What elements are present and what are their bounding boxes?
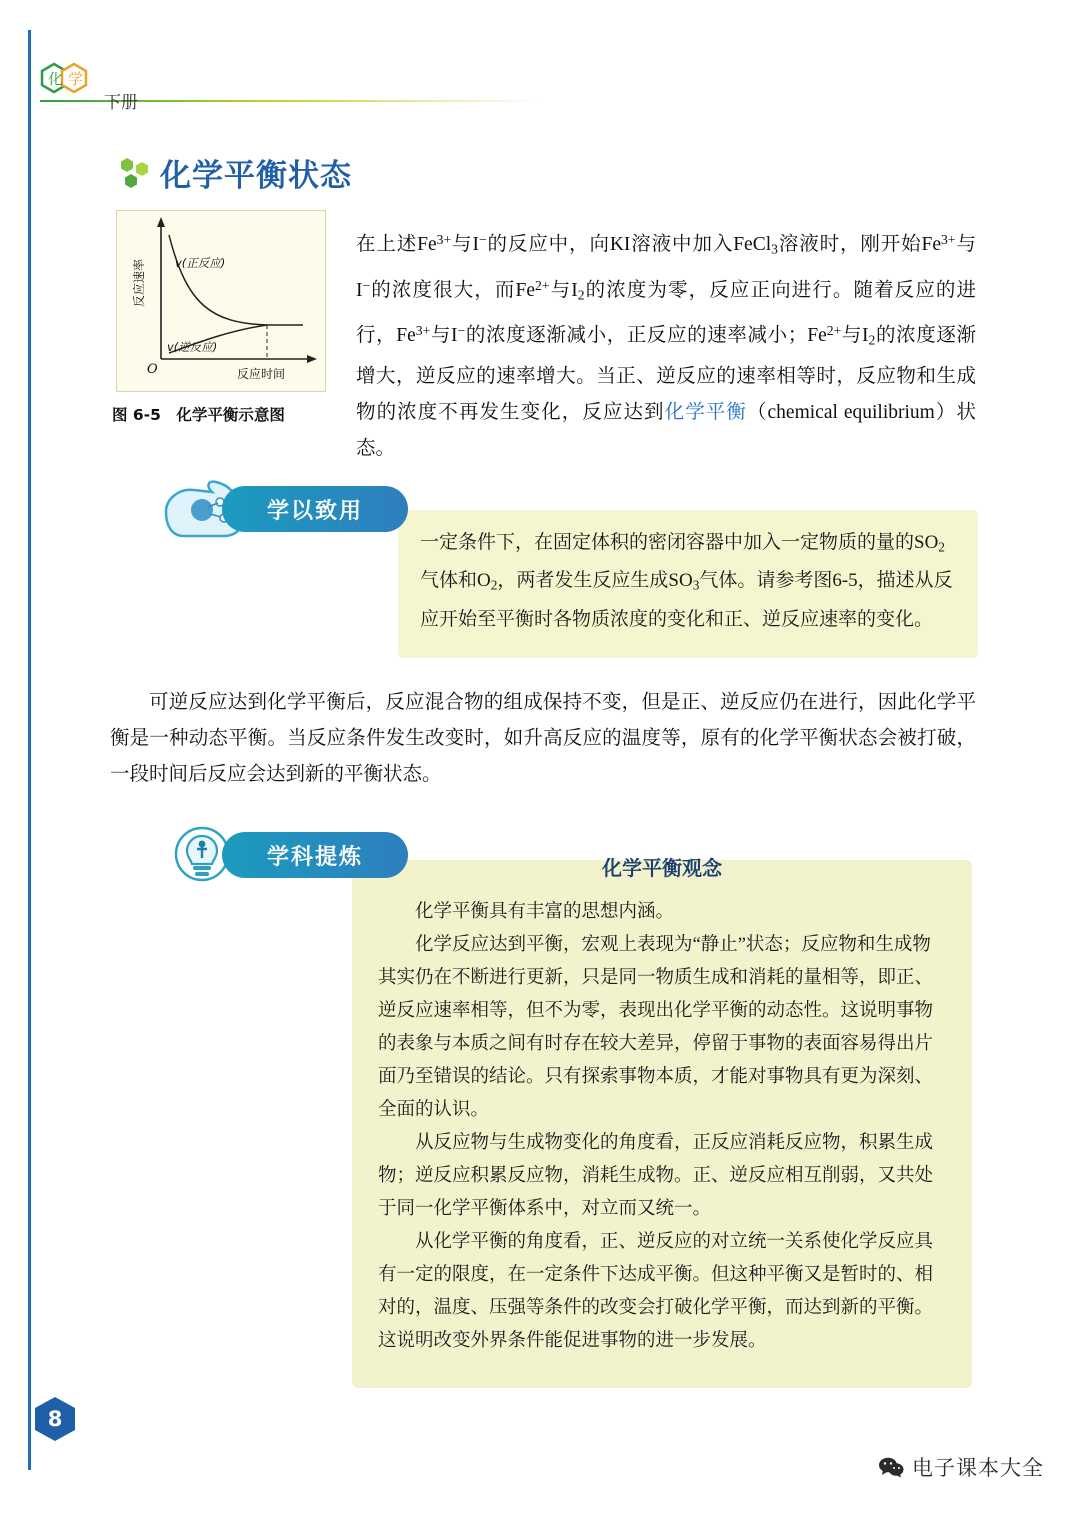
box2-paragraph: 从反应物与生成物变化的角度看，正反应消耗反应物，积累生成物；逆反应积累反应物，消耗生成物。正、逆反应相互削弱，又共处于同一化学平衡体系中，对立而又统一。 (378, 1133, 934, 1219)
left-margin-rule (28, 30, 31, 1470)
svg-text:O: O (147, 362, 158, 377)
svg-text:反应速率: 反应速率 (132, 258, 146, 307)
section-title-text: 化学平衡状态 (160, 158, 352, 194)
chemistry-hex-logo (40, 62, 100, 114)
discipline-refinement-text (378, 896, 946, 1358)
page-number-text: 8 (47, 1407, 63, 1431)
footer-watermark-text: 电子课本大全 (912, 1456, 1044, 1480)
discipline-refinement-title: 化学平衡观念 (602, 856, 722, 880)
apply-knowledge-label: 学以致用 (266, 498, 363, 524)
apply-knowledge-text: 一定条件下，在固定体积的密闭容器中加入一定物质的量的$SO_2$气体和$O_2$，两者发生反应生成$SO_3$气体。请参考图6-5，描述从反应开始至平衡时各物质浓度的变化和正、逆反应速率的变化。 (420, 532, 953, 630)
discipline-refinement-label: 学科提炼 (266, 844, 363, 870)
svg-text:学: 学 (68, 70, 84, 88)
svg-text:v(逆反应): v(逆反应) (167, 340, 218, 354)
header-volume-label: 下册 (104, 93, 138, 112)
svg-text:化: 化 (48, 70, 64, 88)
box2-paragraph: 从化学平衡的角度看，正、逆反应的对立统一关系使化学反应具有一定的限度，在一定条件下达成平衡。但这种平衡又是暂时的、相对的，温度、压强等条件的改变会打破化学平衡，而达到新的平衡。这说明改变外界条件能促进事物的进一步发展。 (378, 1232, 934, 1351)
discipline-refinement-tag (160, 824, 410, 888)
svg-text:v(正反应): v(正反应) (175, 256, 226, 270)
flower-icon (118, 156, 152, 190)
wechat-icon (878, 1456, 904, 1478)
apply-knowledge-box (398, 510, 978, 658)
figure-equilibrium-diagram (116, 210, 326, 392)
body-paragraph-2: 可逆反应达到化学平衡后，反应混合物的组成保持不变，但是正、逆反应仍在进行，因此化学平衡是一种动态平衡。当反应条件发生改变时，如升高反应的温度等，原有的化学平衡状态会被打破，一段时间后反应会达到新的平衡状态。 (110, 692, 976, 785)
discipline-refinement-box (352, 856, 972, 1388)
section-heading (118, 150, 352, 195)
box2-paragraph: 化学反应达到平衡，宏观上表现为“静止”状态；反应物和生成物其实仍在不断进行更新，只是同一物质生成和消耗的量相等，即正、逆反应速率相等，但不为零，表现出化学平衡的动态性。这说明事物的表象与本质之间有时存在较大差异，停留于事物的表面容易得出片面乃至错误的结论。只有探索事物本质，才能对事物具有更为深刻、全面的认识。 (378, 935, 934, 1120)
box2-paragraph: 化学平衡具有丰富的思想内涵。 (415, 902, 675, 922)
svg-text:反应时间: 反应时间 (237, 367, 286, 381)
figure-caption: 图 6-5 化学平衡示意图 (112, 406, 285, 424)
footer-watermark (878, 1452, 1044, 1482)
body-paragraph-1: 在上述$Fe^{3+}$与I−的反应中，向KI溶液中加入FeCl$_3$溶液时，刚开始$Fe^{3+}$与I−的浓度很大，而$Fe^{2+}$与$I_2$的浓度为零，反应正向进行。随着反应的进行，$Fe^{3+}$与I−的浓度逐渐减小，正反应的速率减小；$Fe^{2+}$与$I_2$的浓度逐渐增大，逆反应的速率增大。当正、逆反应的速率相等时，反应物和生成物的浓度不再发生变化，反应达到化学平衡（chemical equilibrium）状态。 (356, 232, 976, 459)
apply-knowledge-tag (160, 478, 410, 540)
